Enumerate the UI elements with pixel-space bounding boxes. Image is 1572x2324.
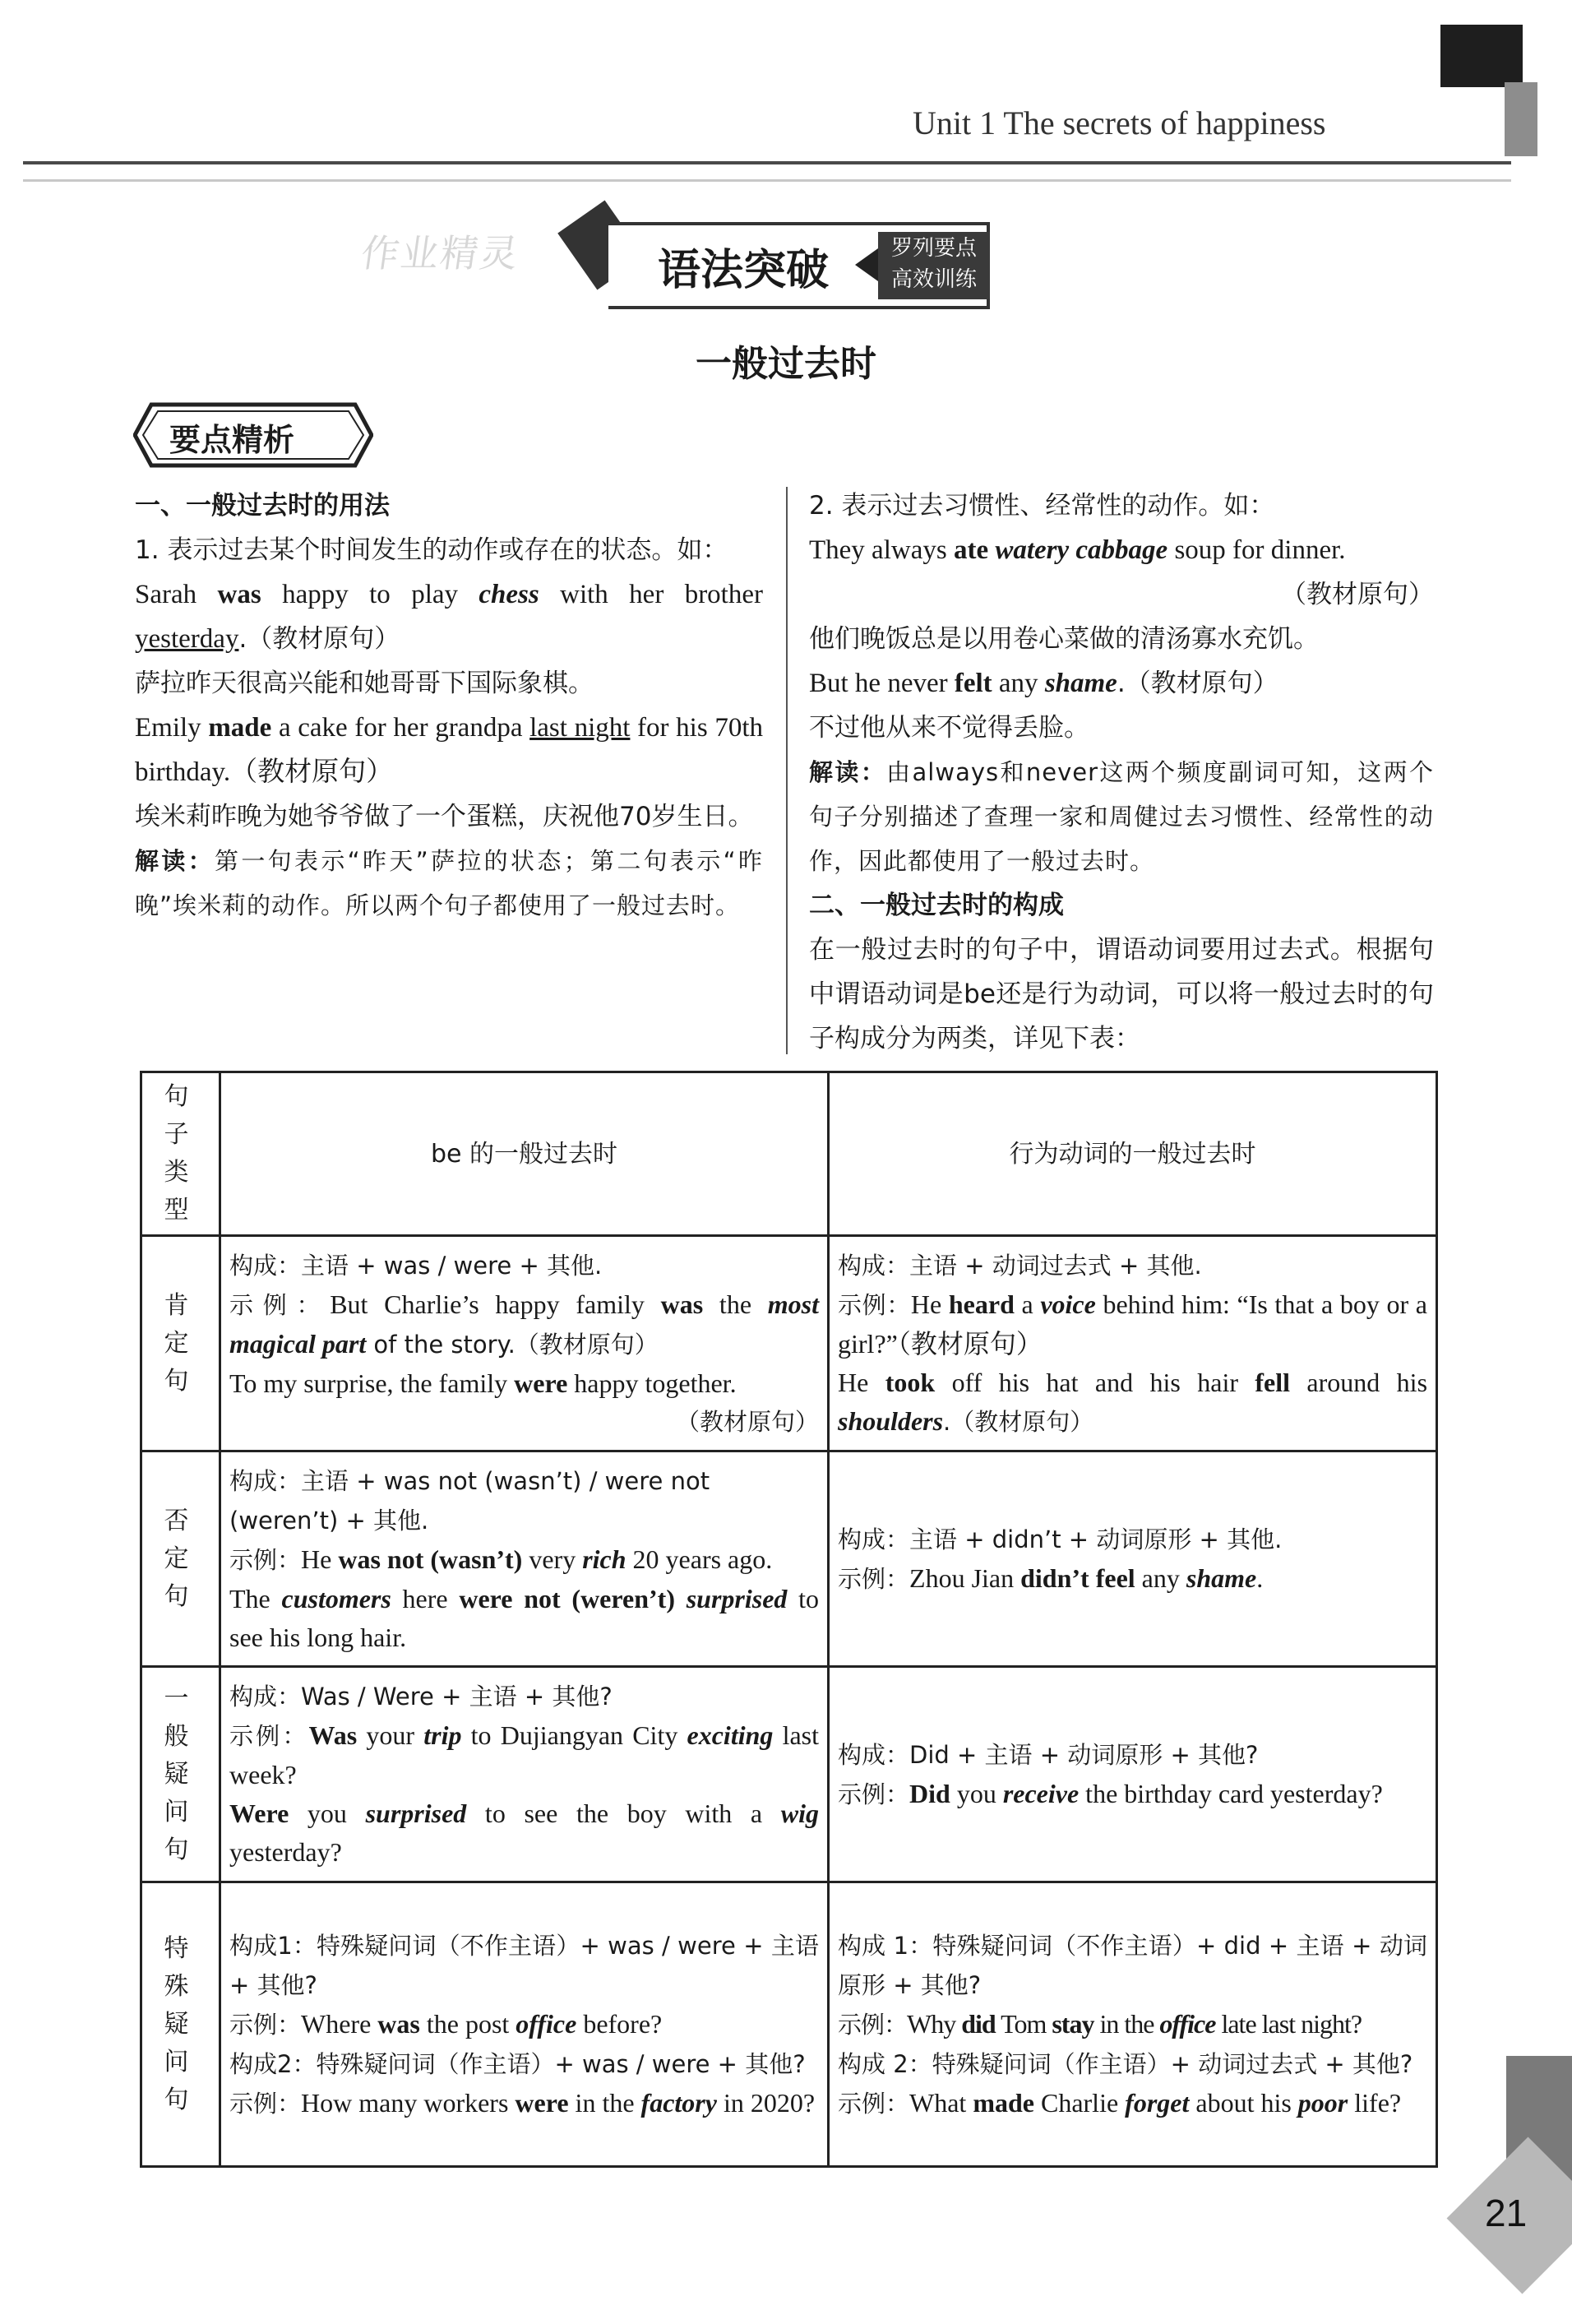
structure-paragraph: 在一般过去时的句子中，谓语动词要用过去式。根据句中谓语动词是be还是行为动词，可以将一般过去时的句子构成分为两类，详见下表： (809, 935, 1434, 1053)
row-type-wh-question: 特殊疑问句 (141, 1882, 220, 2167)
column-divider (786, 487, 788, 1054)
row-type-negative: 否定句 (141, 1451, 220, 1667)
watermark: 作业精灵 (358, 232, 523, 275)
header-rule (23, 161, 1511, 164)
example-1: Sarah was happy to play chess with her brother yesterday.（教材原句） (135, 580, 763, 654)
header-sentence-type: 句子类型 (141, 1072, 220, 1236)
banner-subtitle (878, 232, 990, 299)
cell-be-wh: 构成1：特殊疑问词（不作主语）+ was / were + 主语 + 其他? 示例：Where was the post office before? 构成2：特殊疑问词（作主语）+ was / were + 其他? 示例：How many workers were in the factory in 2020? (220, 1882, 829, 2167)
section-title: 一般过去时 (696, 343, 876, 385)
example-3-source: （教材原句） (1281, 580, 1434, 609)
point-2: 2. 表示过去习惯性、经常性的动作。如： (809, 491, 1275, 521)
cell-verb-wh: 构成 1：特殊疑问词（不作主语）+ did + 主语 + 动词原形 + 其他? 示例：Why did Tom stay in the office late last night? 构成 2：特殊疑问词（作主语）+ 动词过去式 + 其他? 示例：What made Charlie forget about his poor life? (829, 1882, 1437, 2167)
edge-strip (1505, 82, 1537, 156)
header-be: be 的一般过去时 (220, 1072, 829, 1236)
cell-verb-negative: 构成：主语 + didn’t + 动词原形 + 其他. 示例：Zhou Jian didn’t feel any shame. (829, 1451, 1437, 1667)
banner-sub-line1: 罗列要点 (890, 235, 977, 260)
grammar-table (140, 1071, 1438, 2168)
table-row (141, 1667, 1437, 1882)
corner-block (1440, 25, 1523, 87)
note-left: 解读：第一句表示“昨天”萨拉的状态；第二句表示“昨晚”埃米莉的动作。所以两个句子都使用了一般过去时。 (135, 847, 763, 919)
cell-be-affirmative: 构成：主语 + was / were + 其他. 示例：But Charlie’s happy family was the most magical part of the story.（教材原句） To my surprise, the family were happy together. （教材原句） (220, 1236, 829, 1451)
example-2: Emily made a cake for her grandpa last night for his 70th birthday.（教材原句） (135, 713, 763, 787)
banner-title: 语法突破 (658, 245, 830, 295)
row-type-yes-no-question: 一般疑问句 (141, 1667, 220, 1882)
header-rule-light (23, 179, 1511, 182)
structure-heading: 二、一般过去时的构成 (809, 891, 1064, 920)
page-number: 21 (1485, 2192, 1528, 2234)
usage-heading: 一、一般过去时的用法 (135, 491, 390, 521)
point-1: 1. 表示过去某个时间发生的动作或存在的状态。如： (135, 535, 728, 565)
left-column (135, 484, 763, 928)
example-3: They always ate watery cabbage soup for dinner. (809, 535, 1346, 565)
table-header-row (141, 1072, 1437, 1236)
cell-verb-affirmative: 构成：主语 + 动词过去式 + 其他. 示例：He heard a voice behind him: “Is that a boy or a girl?”（教材原句） He took off his hat and his hair fell around his shoulders.（教材原句） (829, 1236, 1437, 1451)
banner-sub-line2: 高效训练 (890, 266, 977, 291)
example-1-translation: 萨拉昨天很高兴能和她哥哥下国际象棋。 (135, 669, 594, 698)
example-3-translation: 他们晚饭总是以用卷心菜做的清汤寡水充饥。 (809, 624, 1319, 654)
table-row (141, 1236, 1437, 1451)
key-points-badge: 要点精析 (169, 422, 295, 458)
unit-title: Unit 1 The secrets of happiness (913, 104, 1326, 141)
right-column (809, 484, 1434, 1061)
example-4-translation: 不过他从来不觉得丢脸。 (809, 713, 1089, 743)
cell-verb-yes-no: 构成：Did + 主语 + 动词原形 + 其他? 示例：Did you receive the birthday card yesterday? (829, 1667, 1437, 1882)
arrow-left-icon (855, 248, 878, 281)
example-4: But he never felt any shame.（教材原句） (809, 669, 1278, 698)
row-type-affirmative: 肯定句 (141, 1236, 220, 1451)
cell-be-negative: 构成：主语 + was not (wasn’t) / were not (weren’t) + 其他. 示例：He was not (wasn’t) very rich 20 years ago. The customers here were not (weren’t) surprised to see his long hair. (220, 1451, 829, 1667)
table-row (141, 1882, 1437, 2167)
note-right: 解读：由always和never这两个频度副词可知，这两个句子分别描述了查理一家和周健过去习惯性、经常性的动作，因此都使用了一般过去时。 (809, 758, 1434, 875)
header-verb: 行为动词的一般过去时 (829, 1072, 1437, 1236)
cell-be-yes-no: 构成：Was / Were + 主语 + 其他? 示例：Was your trip to Dujiangyan City exciting last week? Were you surprised to see the boy with a wig yesterday? (220, 1667, 829, 1882)
example-2-translation: 埃米莉昨晚为她爷爷做了一个蛋糕，庆祝他70岁生日。 (135, 802, 754, 831)
table-row (141, 1451, 1437, 1667)
